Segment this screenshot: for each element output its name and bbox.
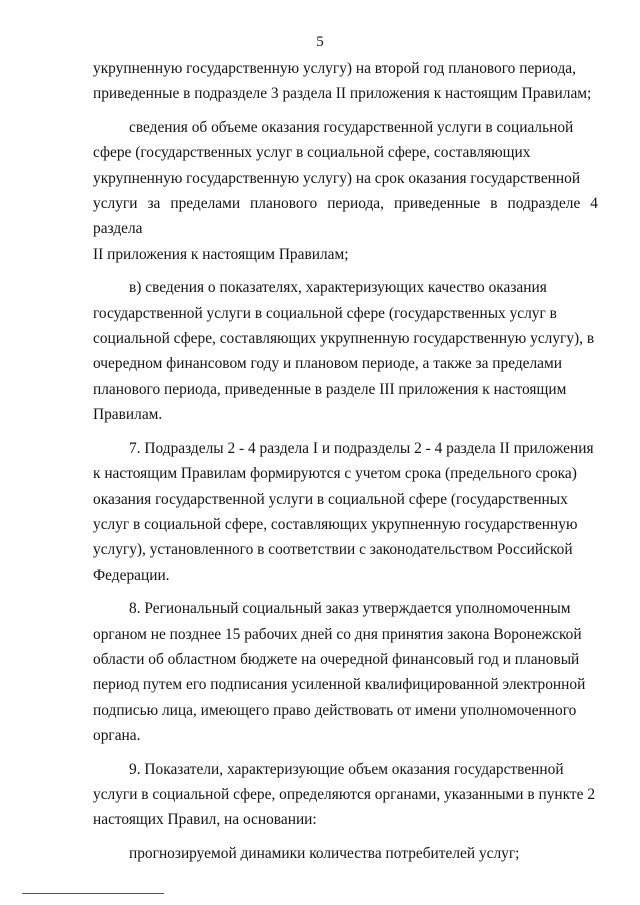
text-line: 7. Подразделы 2 - 4 раздела I и подразделы 2 - 4 раздела II приложения <box>129 439 594 457</box>
text-line: очередном финансовом году и плановом периоде, а также за пределами <box>93 355 562 373</box>
text-line: II приложения к настоящим Правилам; <box>93 245 349 263</box>
text-line: услуги в социальной сфере, определяются органами, указанными в пункте 2 <box>93 785 596 803</box>
text-line: настоящих Правил, на основании: <box>93 811 317 829</box>
text-line: 9. Показатели, характеризующие объем оказания государственной <box>129 760 564 778</box>
text-line: органом не позднее 15 рабочих дней со дня принятия закона Воронежской <box>93 625 582 643</box>
text-line: оказания государственной услуги в социальной сфере (государственных <box>93 490 568 508</box>
paragraph-continuation <box>93 56 598 107</box>
text-line: услугу), установленного в соответствии с законодательством Российской <box>93 541 573 559</box>
text-line: Правилам. <box>93 406 163 424</box>
paragraph-quality-indicators <box>93 275 598 427</box>
text-line: услуг в социальной сфере, составляющих укрупненную государственную <box>93 515 578 533</box>
text-line: сведения об объеме оказания государственной услуги в социальной <box>129 118 574 136</box>
text-line: 8. Региональный социальный заказ утверждается уполномоченным <box>129 600 571 618</box>
text-line: Федерации. <box>93 566 170 584</box>
footnote-rule <box>22 893 164 894</box>
page-number: 5 <box>316 34 324 50</box>
text-line: прогнозируемой динамики количества потребителей услуг; <box>129 844 520 862</box>
text-line: области об областном бюджете на очередной финансовый год и плановый <box>93 650 580 668</box>
document-body <box>93 56 598 866</box>
text-line: укрупненную государственную услугу) на срок оказания государственной <box>93 169 581 187</box>
text-line: сфере (государственных услуг в социальной сфере, составляющих <box>93 144 531 162</box>
text-line: период путем его подписания усиленной квалифицированной электронной <box>93 676 586 694</box>
text-line: социальной сфере, составляющих укрупненную государственную услугу), в <box>93 330 595 348</box>
text-line: органа. <box>93 727 141 745</box>
text-line: в) сведения о показателях, характеризующих качество оказания <box>129 279 547 297</box>
paragraph-volume-beyond-period <box>93 115 598 267</box>
text-line: укрупненную государственную услугу) на второй год планового периода, <box>93 60 576 77</box>
text-line: подписью лица, имеющего право действовать от имени уполномоченного <box>93 701 577 719</box>
paragraph-item-7 <box>93 436 598 588</box>
paragraph-item-9 <box>93 757 598 833</box>
text-line: к настоящим Правилам формируются с учетом срока (предельного срока) <box>93 465 577 483</box>
paragraph-consumer-dynamics <box>93 841 598 866</box>
text-line: приведенные в подразделе 3 раздела II приложения к настоящим Правилам; <box>93 85 592 103</box>
text-line: планового периода, приведенные в разделе III приложения к настоящим <box>93 380 567 398</box>
paragraph-item-8 <box>93 596 598 748</box>
text-line: услуги за пределами планового периода, приведенные в подразделе 4 раздела <box>93 195 598 238</box>
text-line: государственной услуги в социальной сфере (государственных услуг в <box>93 304 557 322</box>
